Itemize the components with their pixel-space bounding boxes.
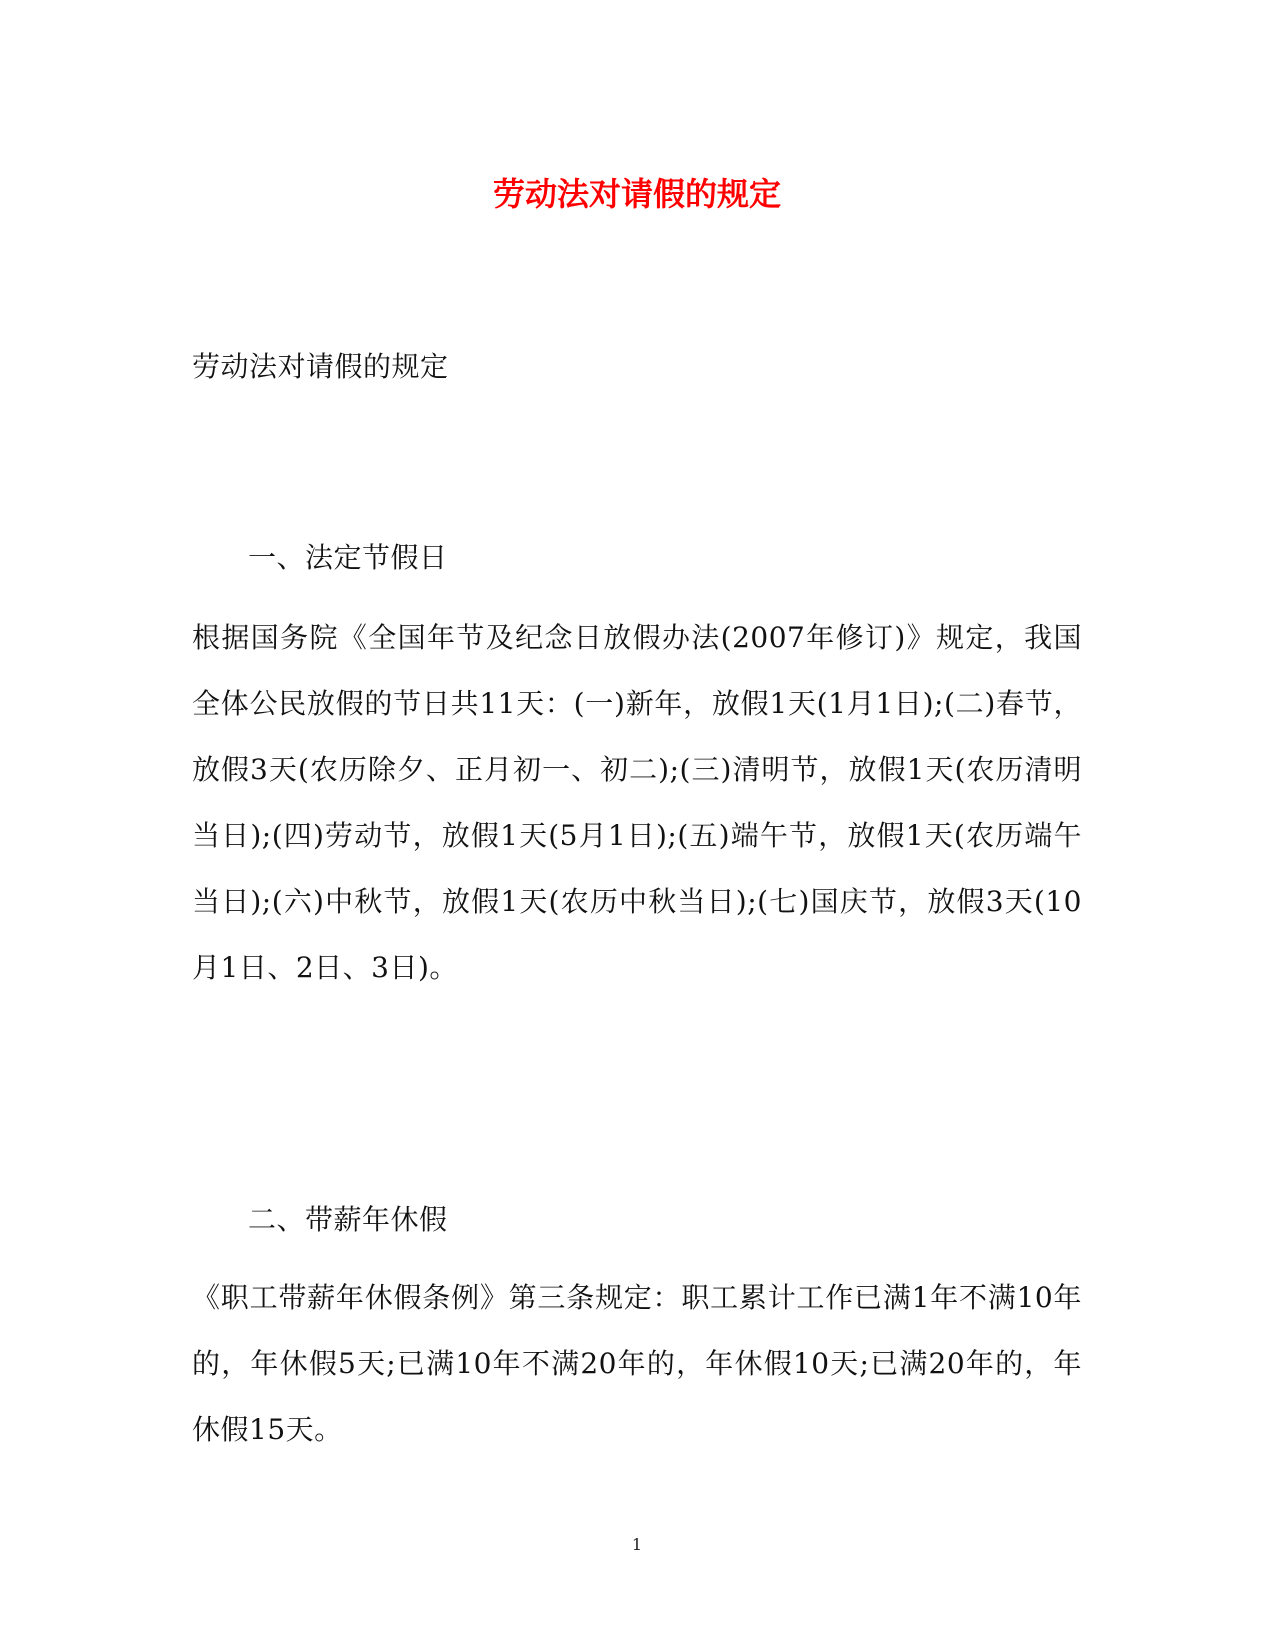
- document-subtitle: 劳动法对请假的规定: [192, 350, 449, 383]
- document-title: 劳动法对请假的规定: [492, 175, 781, 213]
- section-heading-holidays: 一、法定节假日: [248, 541, 448, 574]
- section-paragraph-annual-leave: [192, 1265, 1082, 1463]
- section-heading-annual-leave: 二、带薪年休假: [248, 1203, 448, 1236]
- paragraph-text: 根据国务院《全国年节及纪念日放假办法(2007年修订)》规定，我国全体公民放假的节日共11天：(一)新年，放假1天(1月1日);(二)春节，放假3天(农历除夕、正月初一、初二);(三)清明节，放假1天(农历清明当日);(四)劳动节，放假1天(5月1日);(五)端午节，放假1天(农历端午当日);(六)中秋节，放假1天(农历中秋当日);(七)国庆节，放假3天(10月1日、2日、3日)。: [192, 621, 1082, 984]
- section-paragraph-holidays: [192, 605, 1082, 1001]
- page-number: 1: [631, 1535, 643, 1554]
- paragraph-text: 《职工带薪年休假条例》第三条规定：职工累计工作已满1年不满10年的，年休假5天;已满10年不满20年的，年休假10天;已满20年的，年休假15天。: [192, 1281, 1082, 1446]
